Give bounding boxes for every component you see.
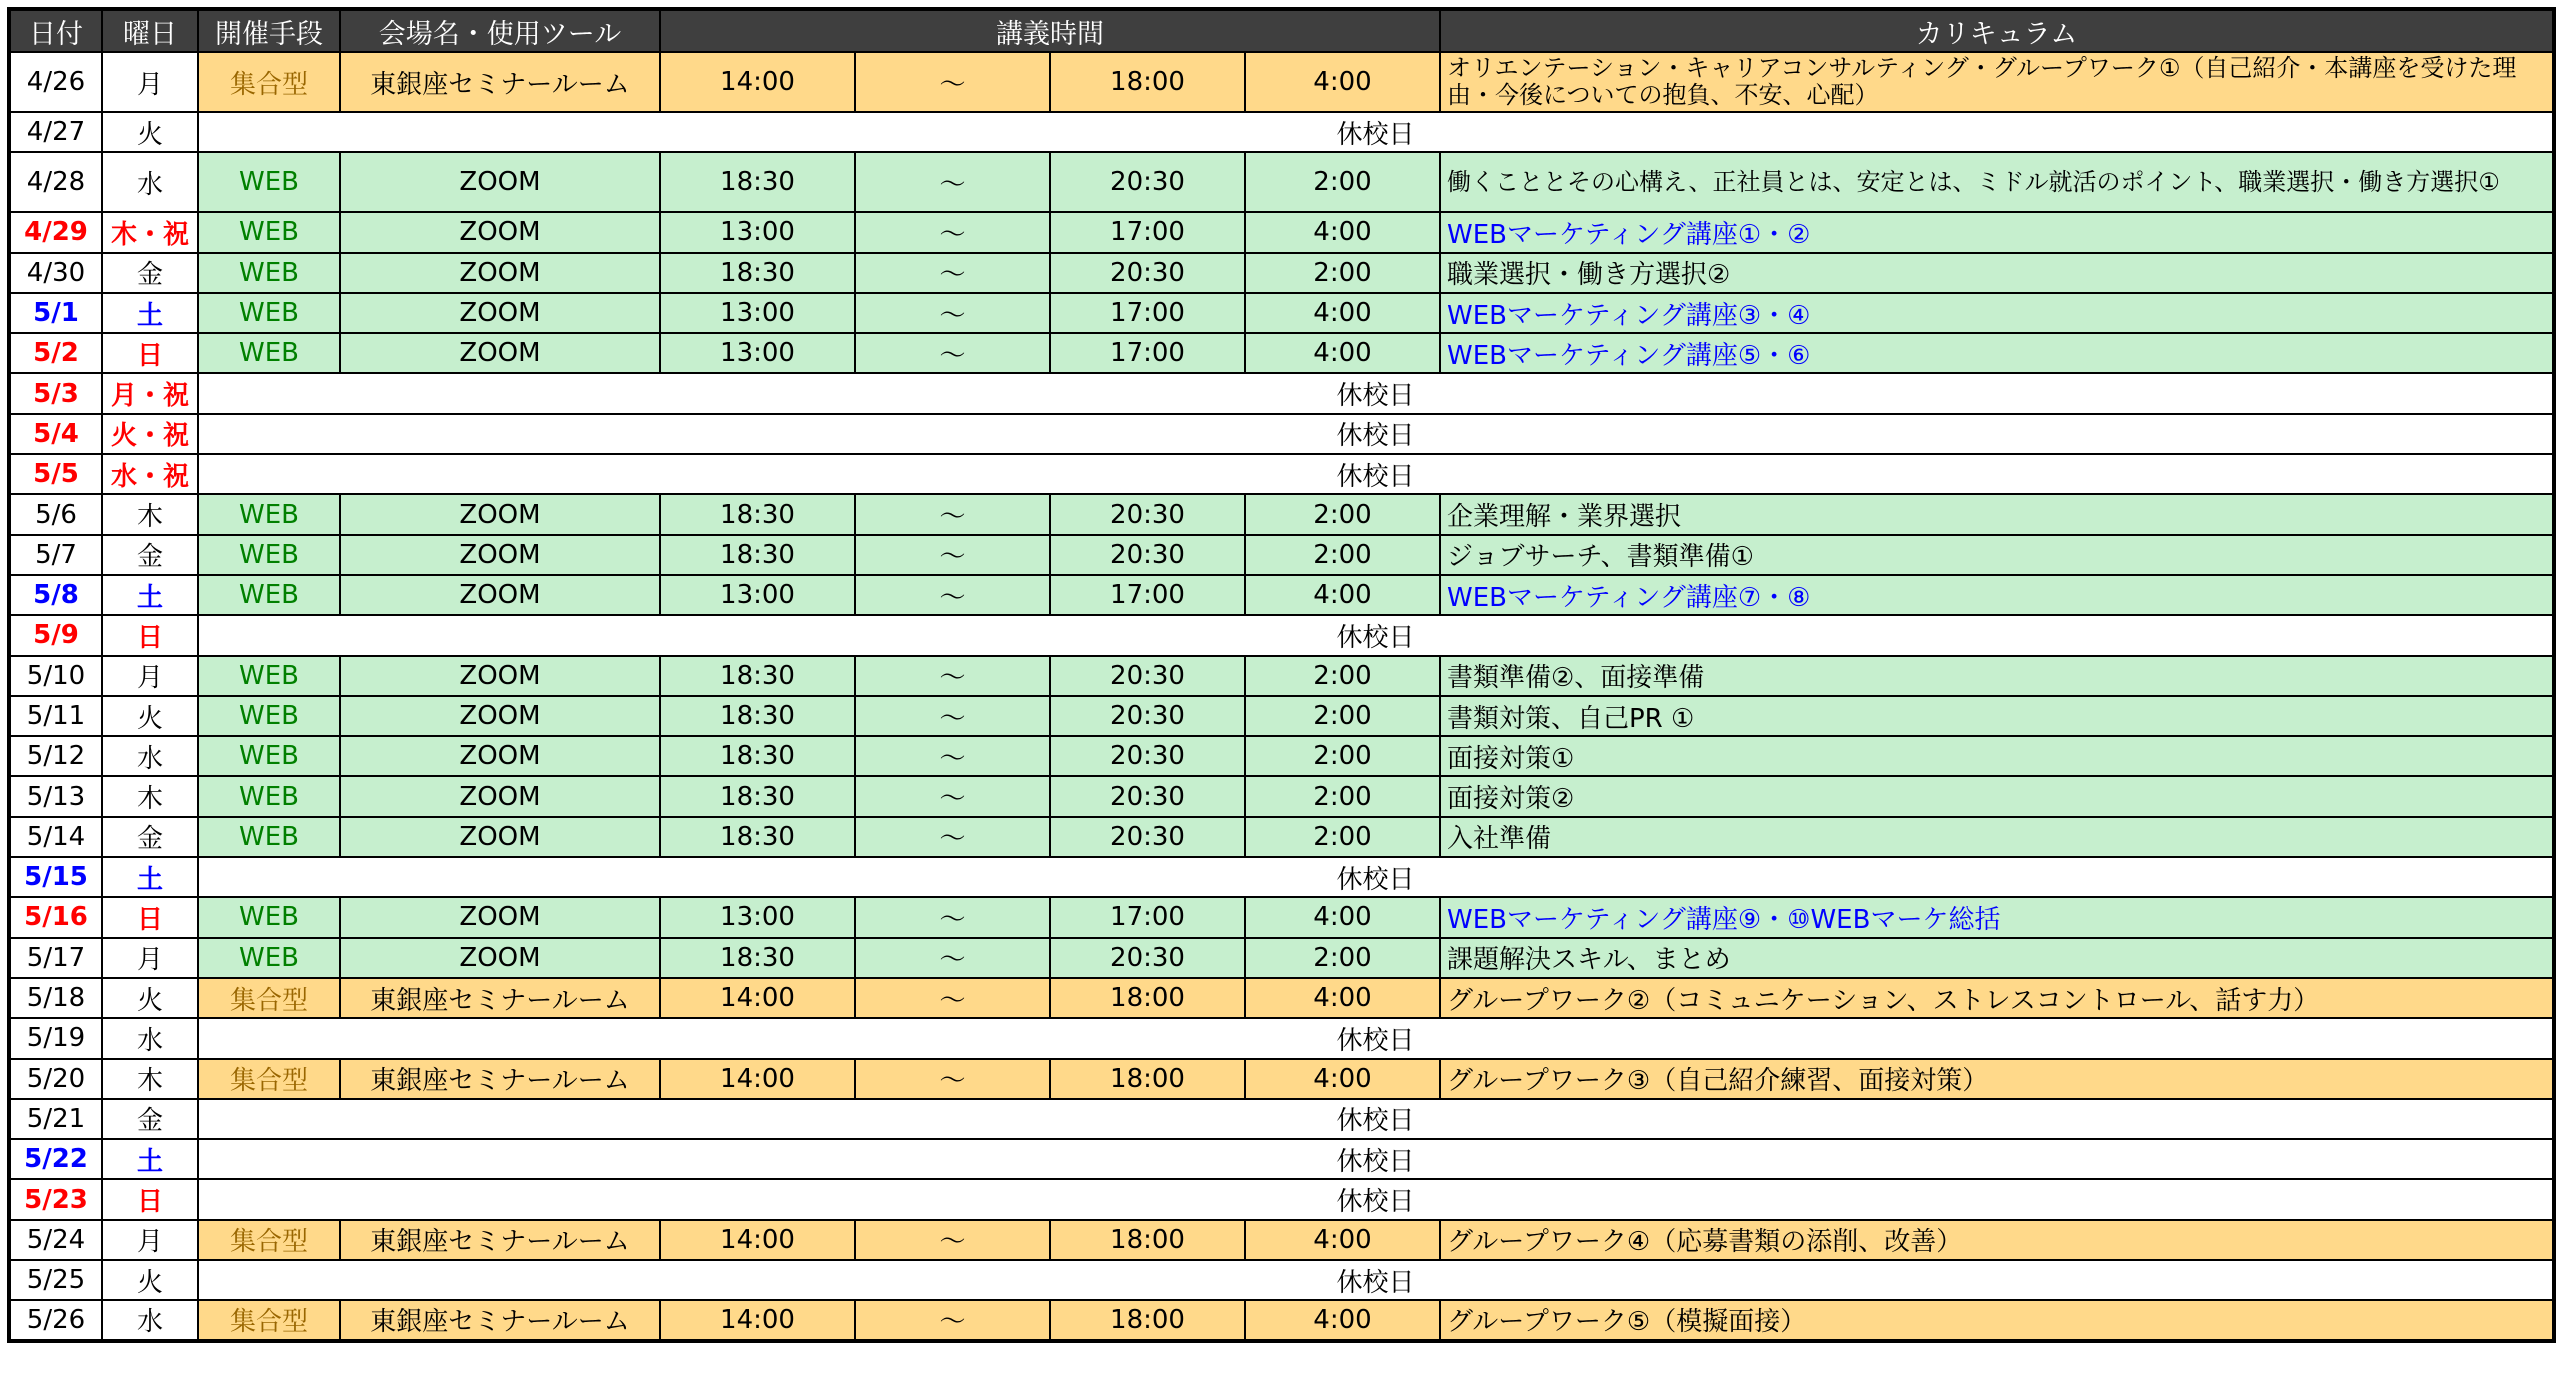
time-separator: ～ <box>855 535 1050 575</box>
holiday-label: 休校日 <box>198 1099 2554 1139</box>
time-separator: ～ <box>855 696 1050 736</box>
venue-cell: ZOOM <box>340 212 660 252</box>
start-time-cell: 14:00 <box>660 1220 855 1260</box>
day-cell: 木 <box>102 1059 198 1099</box>
venue-cell: ZOOM <box>340 736 660 776</box>
class-row <box>9 897 2554 937</box>
time-separator: ～ <box>855 776 1050 816</box>
hours-cell: 2:00 <box>1245 253 1440 293</box>
class-row <box>9 656 2554 696</box>
end-time-cell: 17:00 <box>1050 212 1245 252</box>
day-cell: 金 <box>102 535 198 575</box>
time-separator: ～ <box>855 494 1050 534</box>
holiday-label: 休校日 <box>198 414 2554 454</box>
venue-cell: ZOOM <box>340 696 660 736</box>
class-row <box>9 1059 2554 1099</box>
date-cell: 5/10 <box>9 656 102 696</box>
schedule-table <box>7 7 2556 1343</box>
date-cell: 4/29 <box>9 212 102 252</box>
curriculum-cell: グループワーク③（自己紹介練習、面接対策） <box>1440 1059 2554 1099</box>
class-row <box>9 575 2554 615</box>
day-cell: 金 <box>102 817 198 857</box>
venue-cell: 東銀座セミナールーム <box>340 1220 660 1260</box>
curriculum-cell: ジョブサーチ、書類準備① <box>1440 535 2554 575</box>
date-cell: 5/18 <box>9 978 102 1018</box>
start-time-cell: 18:30 <box>660 494 855 534</box>
day-cell: 月・祝 <box>102 373 198 413</box>
day-cell: 木 <box>102 494 198 534</box>
class-row <box>9 817 2554 857</box>
date-cell: 5/24 <box>9 1220 102 1260</box>
date-cell: 5/11 <box>9 696 102 736</box>
class-row <box>9 736 2554 776</box>
mode-cell: WEB <box>198 897 340 937</box>
date-cell: 5/19 <box>9 1018 102 1058</box>
date-cell: 5/15 <box>9 857 102 897</box>
venue-cell: ZOOM <box>340 656 660 696</box>
venue-cell: 東銀座セミナールーム <box>340 1059 660 1099</box>
date-cell: 5/8 <box>9 575 102 615</box>
day-cell: 日 <box>102 615 198 655</box>
date-cell: 5/1 <box>9 293 102 333</box>
mode-cell: 集合型 <box>198 1220 340 1260</box>
venue-cell: ZOOM <box>340 535 660 575</box>
holiday-row <box>9 615 2554 655</box>
day-cell: 土 <box>102 293 198 333</box>
start-time-cell: 14:00 <box>660 1059 855 1099</box>
end-time-cell: 20:30 <box>1050 253 1245 293</box>
hours-cell: 2:00 <box>1245 938 1440 978</box>
day-cell: 月 <box>102 938 198 978</box>
hours-cell: 4:00 <box>1245 1220 1440 1260</box>
hours-cell: 4:00 <box>1245 333 1440 373</box>
header-date: 日付 <box>9 9 102 52</box>
venue-cell: ZOOM <box>340 293 660 333</box>
time-separator: ～ <box>855 52 1050 112</box>
class-row <box>9 1220 2554 1260</box>
hours-cell: 2:00 <box>1245 696 1440 736</box>
mode-cell: WEB <box>198 817 340 857</box>
time-separator: ～ <box>855 656 1050 696</box>
hours-cell: 2:00 <box>1245 535 1440 575</box>
holiday-label: 休校日 <box>198 373 2554 413</box>
curriculum-cell: WEBマーケティング講座⑦・⑧ <box>1440 575 2554 615</box>
venue-cell: ZOOM <box>340 253 660 293</box>
class-row <box>9 1300 2554 1340</box>
curriculum-cell: WEBマーケティング講座①・② <box>1440 212 2554 252</box>
holiday-row <box>9 454 2554 494</box>
time-separator: ～ <box>855 1220 1050 1260</box>
day-cell: 日 <box>102 897 198 937</box>
end-time-cell: 17:00 <box>1050 333 1245 373</box>
venue-cell: ZOOM <box>340 494 660 534</box>
date-cell: 4/27 <box>9 112 102 152</box>
holiday-row <box>9 1018 2554 1058</box>
class-row <box>9 535 2554 575</box>
date-cell: 5/25 <box>9 1260 102 1300</box>
end-time-cell: 20:30 <box>1050 494 1245 534</box>
hours-cell: 4:00 <box>1245 575 1440 615</box>
end-time-cell: 20:30 <box>1050 656 1245 696</box>
hours-cell: 4:00 <box>1245 1059 1440 1099</box>
day-cell: 土 <box>102 1139 198 1179</box>
end-time-cell: 20:30 <box>1050 776 1245 816</box>
start-time-cell: 18:30 <box>660 253 855 293</box>
time-separator: ～ <box>855 817 1050 857</box>
date-cell: 5/16 <box>9 897 102 937</box>
day-cell: 火 <box>102 1260 198 1300</box>
start-time-cell: 18:30 <box>660 938 855 978</box>
day-cell: 土 <box>102 575 198 615</box>
date-cell: 4/30 <box>9 253 102 293</box>
schedule-body <box>9 52 2554 1341</box>
mode-cell: WEB <box>198 535 340 575</box>
mode-cell: WEB <box>198 938 340 978</box>
day-cell: 土 <box>102 857 198 897</box>
time-separator: ～ <box>855 897 1050 937</box>
hours-cell: 4:00 <box>1245 293 1440 333</box>
holiday-row <box>9 857 2554 897</box>
day-cell: 月 <box>102 1220 198 1260</box>
start-time-cell: 18:30 <box>660 535 855 575</box>
date-cell: 5/14 <box>9 817 102 857</box>
time-separator: ～ <box>855 1300 1050 1340</box>
time-separator: ～ <box>855 253 1050 293</box>
curriculum-cell: 職業選択・働き方選択② <box>1440 253 2554 293</box>
end-time-cell: 18:00 <box>1050 978 1245 1018</box>
time-separator: ～ <box>855 575 1050 615</box>
date-cell: 5/23 <box>9 1179 102 1219</box>
mode-cell: 集合型 <box>198 1300 340 1340</box>
time-separator: ～ <box>855 736 1050 776</box>
day-cell: 月 <box>102 52 198 112</box>
day-cell: 火 <box>102 696 198 736</box>
mode-cell: WEB <box>198 736 340 776</box>
holiday-label: 休校日 <box>198 1260 2554 1300</box>
header-venue: 会場名・使用ツール <box>340 9 660 52</box>
header-row <box>9 9 2554 52</box>
mode-cell: WEB <box>198 212 340 252</box>
curriculum-cell: 課題解決スキル、まとめ <box>1440 938 2554 978</box>
hours-cell: 2:00 <box>1245 776 1440 816</box>
class-row <box>9 212 2554 252</box>
end-time-cell: 20:30 <box>1050 736 1245 776</box>
curriculum-cell: グループワーク②（コミュニケーション、ストレスコントロール、話す力） <box>1440 978 2554 1018</box>
start-time-cell: 13:00 <box>660 897 855 937</box>
holiday-label: 休校日 <box>198 1018 2554 1058</box>
mode-cell: WEB <box>198 575 340 615</box>
curriculum-cell: 働くこととその心構え、正社員とは、安定とは、ミドル就活のポイント、職業選択・働き方選択① <box>1440 152 2554 212</box>
hours-cell: 2:00 <box>1245 494 1440 534</box>
start-time-cell: 13:00 <box>660 575 855 615</box>
hours-cell: 2:00 <box>1245 152 1440 212</box>
start-time-cell: 18:30 <box>660 736 855 776</box>
mode-cell: 集合型 <box>198 978 340 1018</box>
holiday-row <box>9 1099 2554 1139</box>
class-row <box>9 494 2554 534</box>
holiday-row <box>9 1260 2554 1300</box>
time-separator: ～ <box>855 1059 1050 1099</box>
day-cell: 金 <box>102 1099 198 1139</box>
curriculum-cell: 面接対策② <box>1440 776 2554 816</box>
end-time-cell: 20:30 <box>1050 152 1245 212</box>
day-cell: 日 <box>102 1179 198 1219</box>
curriculum-cell: グループワーク⑤（模擬面接） <box>1440 1300 2554 1340</box>
day-cell: 日 <box>102 333 198 373</box>
curriculum-cell: 書類対策、自己PR ① <box>1440 696 2554 736</box>
class-row <box>9 696 2554 736</box>
header-curriculum: カリキュラム <box>1440 9 2554 52</box>
end-time-cell: 17:00 <box>1050 293 1245 333</box>
hours-cell: 4:00 <box>1245 897 1440 937</box>
end-time-cell: 20:30 <box>1050 696 1245 736</box>
day-cell: 水・祝 <box>102 454 198 494</box>
mode-cell: WEB <box>198 253 340 293</box>
date-cell: 5/7 <box>9 535 102 575</box>
mode-cell: 集合型 <box>198 52 340 112</box>
date-cell: 5/26 <box>9 1300 102 1340</box>
date-cell: 5/5 <box>9 454 102 494</box>
time-separator: ～ <box>855 333 1050 373</box>
hours-cell: 2:00 <box>1245 817 1440 857</box>
hours-cell: 2:00 <box>1245 656 1440 696</box>
curriculum-cell: オリエンテーション・キャリアコンサルティング・グループワーク①（自己紹介・本講座を受けた理由・今後についての抱負、不安、心配） <box>1440 52 2554 112</box>
start-time-cell: 13:00 <box>660 333 855 373</box>
class-row <box>9 152 2554 212</box>
end-time-cell: 18:00 <box>1050 1300 1245 1340</box>
start-time-cell: 14:00 <box>660 978 855 1018</box>
date-cell: 5/9 <box>9 615 102 655</box>
curriculum-cell: WEBマーケティング講座⑤・⑥ <box>1440 333 2554 373</box>
holiday-label: 休校日 <box>198 615 2554 655</box>
day-cell: 木 <box>102 776 198 816</box>
holiday-label: 休校日 <box>198 1139 2554 1179</box>
day-cell: 水 <box>102 1300 198 1340</box>
day-cell: 木・祝 <box>102 212 198 252</box>
class-row <box>9 253 2554 293</box>
date-cell: 5/20 <box>9 1059 102 1099</box>
start-time-cell: 14:00 <box>660 52 855 112</box>
header-mode: 開催手段 <box>198 9 340 52</box>
time-separator: ～ <box>855 938 1050 978</box>
hours-cell: 4:00 <box>1245 978 1440 1018</box>
curriculum-cell: 面接対策① <box>1440 736 2554 776</box>
mode-cell: WEB <box>198 494 340 534</box>
hours-cell: 4:00 <box>1245 212 1440 252</box>
start-time-cell: 18:30 <box>660 696 855 736</box>
time-separator: ～ <box>855 212 1050 252</box>
date-cell: 5/13 <box>9 776 102 816</box>
class-row <box>9 776 2554 816</box>
holiday-row <box>9 112 2554 152</box>
end-time-cell: 18:00 <box>1050 1059 1245 1099</box>
start-time-cell: 13:00 <box>660 293 855 333</box>
date-cell: 4/28 <box>9 152 102 212</box>
day-cell: 水 <box>102 152 198 212</box>
start-time-cell: 18:30 <box>660 656 855 696</box>
venue-cell: ZOOM <box>340 776 660 816</box>
day-cell: 水 <box>102 1018 198 1058</box>
holiday-row <box>9 373 2554 413</box>
date-cell: 5/21 <box>9 1099 102 1139</box>
end-time-cell: 18:00 <box>1050 1220 1245 1260</box>
date-cell: 5/17 <box>9 938 102 978</box>
curriculum-cell: 書類準備②、面接準備 <box>1440 656 2554 696</box>
end-time-cell: 17:00 <box>1050 897 1245 937</box>
end-time-cell: 18:00 <box>1050 52 1245 112</box>
end-time-cell: 20:30 <box>1050 817 1245 857</box>
class-row <box>9 938 2554 978</box>
start-time-cell: 14:00 <box>660 1300 855 1340</box>
start-time-cell: 18:30 <box>660 817 855 857</box>
holiday-label: 休校日 <box>198 454 2554 494</box>
class-row <box>9 52 2554 112</box>
hours-cell: 4:00 <box>1245 52 1440 112</box>
hours-cell: 4:00 <box>1245 1300 1440 1340</box>
mode-cell: WEB <box>198 776 340 816</box>
start-time-cell: 18:30 <box>660 776 855 816</box>
holiday-row <box>9 414 2554 454</box>
holiday-label: 休校日 <box>198 112 2554 152</box>
hours-cell: 2:00 <box>1245 736 1440 776</box>
date-cell: 4/26 <box>9 52 102 112</box>
holiday-row <box>9 1139 2554 1179</box>
venue-cell: 東銀座セミナールーム <box>340 1300 660 1340</box>
venue-cell: ZOOM <box>340 152 660 212</box>
class-row <box>9 293 2554 333</box>
day-cell: 火・祝 <box>102 414 198 454</box>
curriculum-cell: WEBマーケティング講座⑨・⑩WEBマーケ総括 <box>1440 897 2554 937</box>
time-separator: ～ <box>855 152 1050 212</box>
date-cell: 5/3 <box>9 373 102 413</box>
curriculum-cell: 入社準備 <box>1440 817 2554 857</box>
venue-cell: ZOOM <box>340 333 660 373</box>
end-time-cell: 20:30 <box>1050 535 1245 575</box>
mode-cell: WEB <box>198 696 340 736</box>
end-time-cell: 17:00 <box>1050 575 1245 615</box>
time-separator: ～ <box>855 978 1050 1018</box>
venue-cell: ZOOM <box>340 817 660 857</box>
end-time-cell: 20:30 <box>1050 938 1245 978</box>
mode-cell: WEB <box>198 656 340 696</box>
start-time-cell: 13:00 <box>660 212 855 252</box>
date-cell: 5/2 <box>9 333 102 373</box>
day-cell: 水 <box>102 736 198 776</box>
venue-cell: 東銀座セミナールーム <box>340 52 660 112</box>
header-day: 曜日 <box>102 9 198 52</box>
venue-cell: 東銀座セミナールーム <box>340 978 660 1018</box>
venue-cell: ZOOM <box>340 938 660 978</box>
venue-cell: ZOOM <box>340 575 660 615</box>
mode-cell: WEB <box>198 152 340 212</box>
curriculum-cell: WEBマーケティング講座③・④ <box>1440 293 2554 333</box>
day-cell: 火 <box>102 978 198 1018</box>
time-separator: ～ <box>855 293 1050 333</box>
mode-cell: WEB <box>198 293 340 333</box>
header-time: 講義時間 <box>660 9 1440 52</box>
day-cell: 金 <box>102 253 198 293</box>
day-cell: 月 <box>102 656 198 696</box>
venue-cell: ZOOM <box>340 897 660 937</box>
curriculum-cell: グループワーク④（応募書類の添削、改善） <box>1440 1220 2554 1260</box>
date-cell: 5/6 <box>9 494 102 534</box>
mode-cell: 集合型 <box>198 1059 340 1099</box>
date-cell: 5/22 <box>9 1139 102 1179</box>
mode-cell: WEB <box>198 333 340 373</box>
holiday-row <box>9 1179 2554 1219</box>
class-row <box>9 978 2554 1018</box>
holiday-label: 休校日 <box>198 857 2554 897</box>
holiday-label: 休校日 <box>198 1179 2554 1219</box>
curriculum-cell: 企業理解・業界選択 <box>1440 494 2554 534</box>
start-time-cell: 18:30 <box>660 152 855 212</box>
day-cell: 火 <box>102 112 198 152</box>
date-cell: 5/4 <box>9 414 102 454</box>
class-row <box>9 333 2554 373</box>
date-cell: 5/12 <box>9 736 102 776</box>
